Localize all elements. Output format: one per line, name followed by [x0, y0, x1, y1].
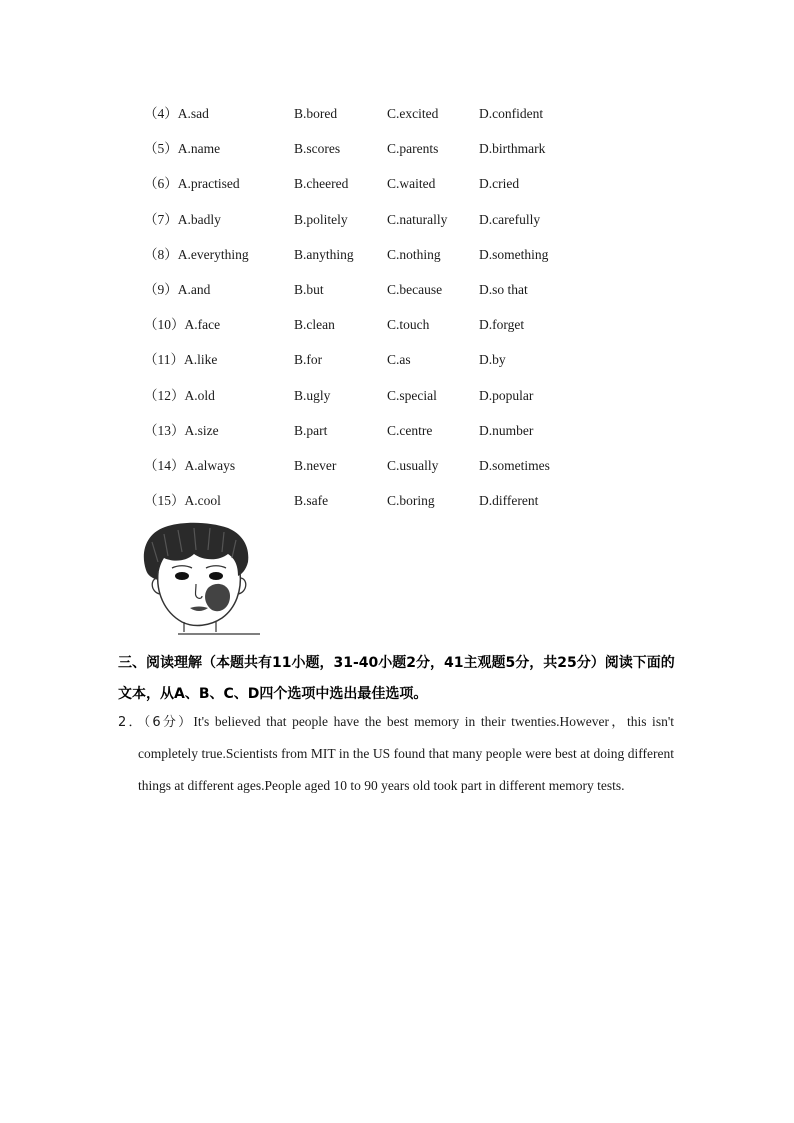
option-row	[144, 315, 594, 350]
option-row	[144, 280, 594, 315]
option-d: D.birthmark	[479, 141, 546, 157]
option-d: D.cried	[479, 176, 520, 192]
option-b: B.scores	[294, 141, 341, 157]
option-row	[144, 104, 594, 139]
option-d: D.carefully	[479, 211, 541, 227]
option-row	[144, 139, 594, 174]
option-row	[144, 210, 594, 245]
option-b: B.safe	[294, 493, 329, 509]
option-d: D.by	[479, 352, 506, 368]
option-a: （5）A.name	[144, 141, 221, 157]
option-b: B.part	[294, 422, 328, 438]
option-b: B.but	[294, 281, 324, 297]
option-b: B.clean	[294, 317, 335, 333]
option-c: C.touch	[387, 317, 430, 333]
section-heading: 三、阅读理解（本题共有11小题，31-40小题2分，41主观题5分，共25分）阅读下面的文本，从A、B、C、D四个选项中选出最佳选项。	[118, 655, 675, 702]
option-d: D.sometimes	[479, 457, 550, 473]
option-a: （13）A.size	[144, 422, 219, 438]
option-a: （15）A.cool	[144, 493, 221, 509]
option-row	[144, 491, 594, 526]
option-b: B.anything	[294, 246, 354, 262]
question-body	[118, 706, 674, 801]
eye-left	[175, 572, 189, 580]
child-face-illustration	[138, 522, 264, 637]
option-d: D.number	[479, 422, 534, 438]
option-row	[144, 456, 594, 491]
hair	[144, 523, 248, 580]
option-row	[144, 350, 594, 385]
question-text: It's believed that people have the best memory in their twenties.However，this isn't completely true.Scientists from MIT in the US found that many people were best at doing different things at different ages.People aged 10 to 90 years old took part in different memory tests.	[138, 714, 674, 793]
option-d: D.popular	[479, 387, 534, 403]
question-number: 2．（6分）	[118, 715, 194, 730]
option-c: C.special	[387, 387, 437, 403]
option-d: D.forget	[479, 317, 525, 333]
option-row	[144, 421, 594, 456]
option-c: C.nothing	[387, 246, 441, 262]
option-row	[144, 245, 594, 280]
option-c: C.centre	[387, 422, 433, 438]
option-a: （12）A.old	[144, 387, 215, 403]
option-d: D.something	[479, 246, 549, 262]
option-b: B.bored	[294, 106, 338, 121]
option-row	[144, 386, 594, 421]
option-c: C.naturally	[387, 211, 448, 227]
option-b: B.for	[294, 352, 323, 368]
option-d: D.different	[479, 493, 539, 509]
option-b: B.politely	[294, 211, 348, 227]
option-a: （11）A.like	[144, 352, 218, 368]
option-a: （9）A.and	[144, 281, 211, 297]
reading-question	[118, 706, 674, 801]
mouth	[190, 607, 208, 612]
option-c: C.because	[387, 281, 443, 297]
option-row	[144, 174, 594, 209]
option-d: D.so that	[479, 281, 528, 297]
option-a: （7）A.badly	[144, 211, 221, 227]
option-b: B.cheered	[294, 176, 349, 192]
option-a: （10）A.face	[144, 317, 221, 333]
option-a: （6）A.practised	[144, 176, 240, 192]
option-c: C.excited	[387, 106, 439, 121]
eye-right	[209, 572, 223, 580]
option-c: C.boring	[387, 493, 435, 509]
birthmark	[205, 584, 230, 611]
option-c: C.as	[387, 352, 411, 368]
option-c: C.waited	[387, 176, 436, 192]
option-d: D.confident	[479, 106, 544, 121]
option-c: C.usually	[387, 457, 439, 473]
option-c: C.parents	[387, 141, 439, 157]
option-a: （8）A.everything	[144, 246, 249, 262]
option-b: B.never	[294, 457, 337, 473]
option-a: （4）A.sad	[144, 106, 209, 121]
option-a: （14）A.always	[144, 457, 236, 473]
cloze-options	[144, 104, 594, 526]
option-b: B.ugly	[294, 387, 331, 403]
